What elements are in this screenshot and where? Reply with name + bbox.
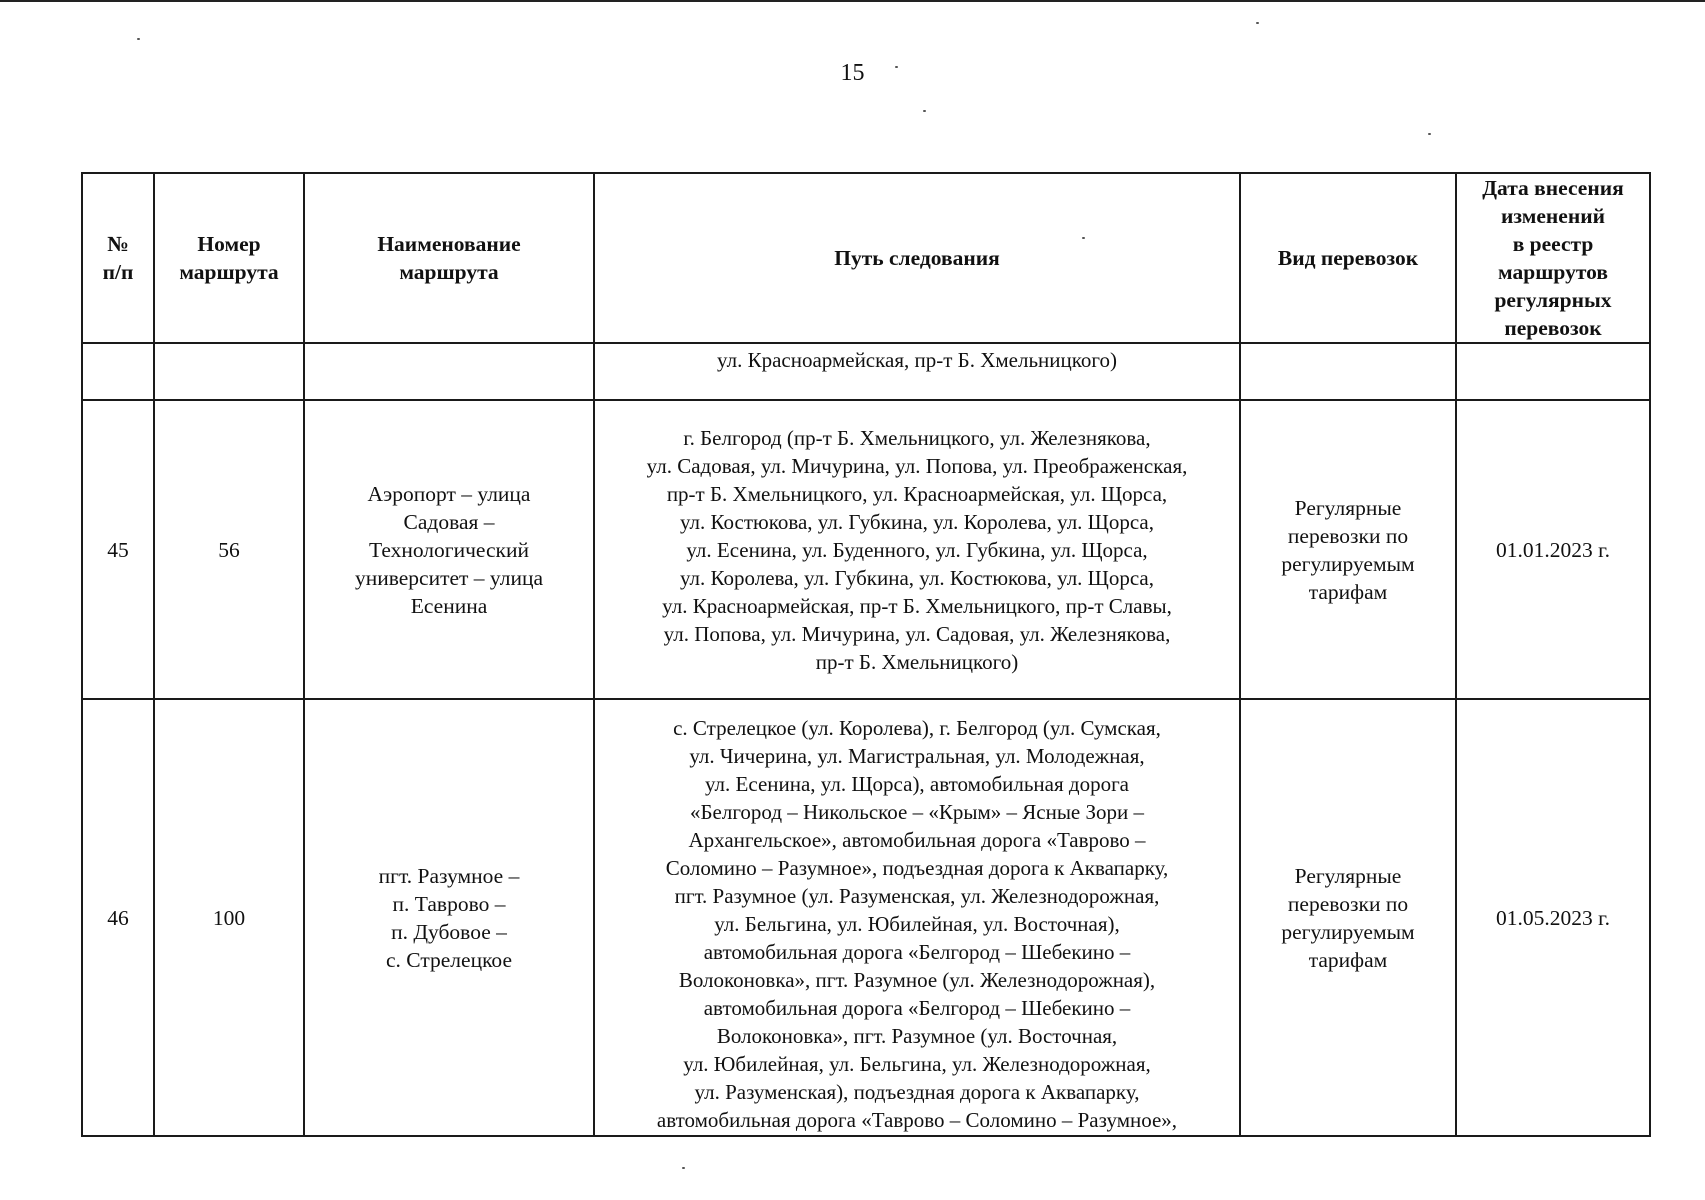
cell-transport-type [1240,343,1456,400]
cell-route-number: 100 [154,699,304,1136]
cell-transport-type: Регулярные перевозки по регулируемым тарифам [1240,400,1456,699]
scan-speck [1428,133,1431,135]
cell-route-name: Аэропорт – улица Садовая – Технологический университет – улица Есенина [304,400,594,699]
cell-path: ул. Красноармейская, пр-т Б. Хмельницкого) [594,343,1240,400]
scan-speck [923,110,926,112]
cell-transport-type: Регулярные перевозки по регулируемым тарифам [1240,699,1456,1136]
cell-num: 45 [82,400,154,699]
header-route-name: Наименование маршрута [304,173,594,343]
page-top-edge [0,0,1705,2]
header-num: № п/п [82,173,154,343]
table-row-continuation [82,343,1650,400]
cell-date-changed: 01.01.2023 г. [1456,400,1650,699]
scan-speck [1256,22,1259,24]
table-row [82,699,1650,1136]
cell-num [82,343,154,400]
header-route-number: Номер маршрута [154,173,304,343]
header-transport-type: Вид перевозок [1240,173,1456,343]
cell-path: г. Белгород (пр-т Б. Хмельницкого, ул. Железнякова, ул. Садовая, ул. Мичурина, ул. Попова, ул. Преображенская, пр-т Б. Хмельницкого, ул. Красноармейская, ул. Щорса, ул. Костюкова, ул. Губкина, ул. Королева, ул. Щорса, ул. Есенина, ул. Буденного, ул. Губкина, ул. Щорса, ул. Королева, ул. Губкина, ул. Костюкова, ул. Щорса, ул. Красноармейская, пр-т Б. Хмельницкого, пр-т Славы, ул. Попова, ул. Мичурина, ул. Садовая, ул. Железнякова, пр-т Б. Хмельницкого) [594,400,1240,699]
cell-date-changed [1456,343,1650,400]
header-path: Путь следования [594,173,1240,343]
page-number: 15 [840,60,865,86]
cell-route-number [154,343,304,400]
table-header-row [82,173,1650,343]
cell-route-name [304,343,594,400]
scan-speck [137,38,140,40]
scan-speck [682,1167,685,1169]
scan-speck [895,66,898,68]
routes-table [81,172,1651,1137]
cell-route-number: 56 [154,400,304,699]
table-row [82,400,1650,699]
header-date-changed: Дата внесения изменений в реестр маршрутов регулярных перевозок [1456,173,1650,343]
cell-date-changed: 01.05.2023 г. [1456,699,1650,1136]
cell-num: 46 [82,699,154,1136]
cell-route-name: пгт. Разумное – п. Таврово – п. Дубовое – с. Стрелецкое [304,699,594,1136]
cell-path: с. Стрелецкое (ул. Королева), г. Белгород (ул. Сумская, ул. Чичерина, ул. Магистральная, ул. Молодежная, ул. Есенина, ул. Щорса), автомобильная дорога «Белгород – Никольское – «Крым» – Ясные Зори – Архангельское», автомобильная дорога «Таврово – Соломино – Разумное», подъездная дорога к Аквапарку, пгт. Разумное (ул. Разуменская, ул. Железнодорожная, ул. Бельгина, ул. Юбилейная, ул. Восточная), автомобильная дорога «Белгород – Шебекино – Волоконовка», пгт. Разумное (ул. Железнодорожная), автомобильная дорога «Белгород – Шебекино – Волоконовка», пгт. Разумное (ул. Восточная, ул. Юбилейная, ул. Бельгина, ул. Железнодорожная, ул. Разуменская), подъездная дорога к Аквапарку, автомобильная дорога «Таврово – Соломино – Разумное», [594,699,1240,1136]
scan-speck [1082,237,1085,239]
